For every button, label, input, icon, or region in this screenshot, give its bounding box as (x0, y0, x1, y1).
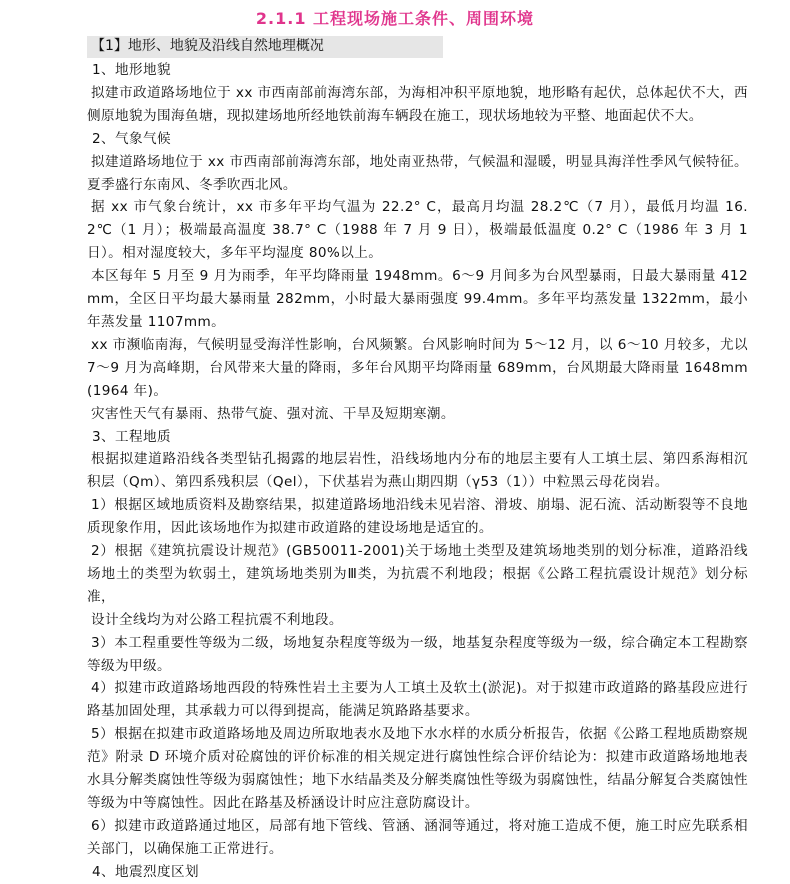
body-paragraph: 本区每年 5 月至 9 月为雨季，年平均降雨量 1948mm。6～9 月间多为台风型暴雨，日最大暴雨量 412mm，全区日平均最大暴雨量 282mm，小时最大暴雨强度 99.4mm。多年平均蒸发量 1322mm，最小年蒸发量 1107mm。 (87, 268, 748, 330)
subsection-heading: 4、地震烈度区划 (92, 863, 200, 880)
body-paragraph: 6）拟建市政道路通过地区，局部有地下管线、管涵、涵洞等通过，将对施工造成不便，施工时应先联系相关部门，以确保施工正常进行。 (87, 817, 748, 857)
body-paragraph: 拟建市政道路场地位于 xx 市西南部前海湾东部，为海相冲积平原地貌，地形略有起伏，总体起伏不大，西侧原地貌为围海鱼塘，现拟建场地所经地铁前海车辆段在施工，现状场地较为平整、地面起伏不大。 (87, 84, 748, 124)
subsection-heading: 1、地形地貌 (92, 62, 172, 78)
subsection-heading: 2、气象气候 (92, 130, 172, 147)
body-paragraph: 据 xx 市气象台统计，xx 市多年平均气温为 22.2° C，最高月均温 28.2℃（7 月），最低月均温 16.2℃（1 月）；极端最高温度 38.7° C（1988 年 7 月 9 日），极端最低温度 0.2° C（1986 年 3 月 1 日）。相对湿度较大，多年平均湿度 80%以上。 (87, 199, 748, 262)
body-paragraph: 4）拟建市政道路场地西段的特殊性岩土主要为人工填土及软土(淤泥)。对于拟建市政道路的路基段应进行路基加固处理，其承载力可以得到提高，能满足筑路路基要求。 (87, 680, 748, 720)
body-paragraph: 5）根据在拟建市政道路场地及周边所取地表水及地下水水样的水质分析报告，依据《公路工程地质勘察规范》附录 D 环境介质对砼腐蚀的评价标准的相关规定进行腐蚀性综合评价结论为：拟建市政道路场地地表水具分解类腐蚀性等级为弱腐蚀性；地下水结晶类及分解类腐蚀性等级为弱腐蚀性，结晶分解复合类腐蚀性等级为中等腐蚀性。因此在路基及桥涵设计时应注意防腐设计。 (87, 726, 748, 811)
body-paragraph: 设计全线均为对公路工程抗震不利地段。 (91, 611, 343, 628)
body-paragraph: 拟建道路场地位于 xx 市西南部前海湾东部，地处南亚热带，气候温和湿暖，明显具海洋性季风气候特征。夏季盛行东南风、冬季吹西北风。 (87, 153, 748, 193)
subsection-heading: 3、工程地质 (92, 428, 172, 445)
body-paragraph: 根据拟建道路沿线各类型钻孔揭露的地层岩性，沿线场地内分布的地层主要有人工填土层、第四系海相沉积层（Qm）、第四系残积层（Qel），下伏基岩为燕山期四期（γ53（1））中粒黑云母花岗岩。 (87, 451, 748, 491)
body-paragraph: xx 市濒临南海，气候明显受海洋性影响，台风频繁。台风影响时间为 5～12 月，以 6～10 月较多，尤以 7～9 月为高峰期，台风带来大量的降雨，多年台风期平均降雨量 689mm，台风期最大降雨量 1648mm(1964 年)。 (87, 336, 748, 399)
body-paragraph: 灾害性天气有暴雨、热带气旋、强对流、干旱及短期寒潮。 (91, 405, 455, 422)
section-heading: 【1】地形、地貌及沿线自然地理概况 (87, 36, 443, 58)
body-paragraph: 2）根据《建筑抗震设计规范》(GB50011-2001)关于场地土类型及建筑场地类别的划分标准，道路沿线场地土的类型为软弱土，建筑场地类别为Ⅲ类，为抗震不利地段；根据《公路工程抗震设计规范》划分标准， (87, 543, 748, 605)
body-paragraph: 3）本工程重要性等级为二级，场地复杂程度等级为一级，地基复杂程度等级为一级，综合确定本工程勘察等级为甲级。 (87, 634, 748, 674)
document-body (89, 59, 748, 884)
document-title: 2.1.1 工程现场施工条件、周围环境 (255, 9, 535, 28)
body-paragraph: 1）根据区域地质资料及勘察结果，拟建道路场地沿线未见岩溶、滑坡、崩塌、泥石流、活动断裂等不良地质现象作用，因此该场地作为拟建市政道路的建设场地是适宜的。 (87, 497, 748, 537)
